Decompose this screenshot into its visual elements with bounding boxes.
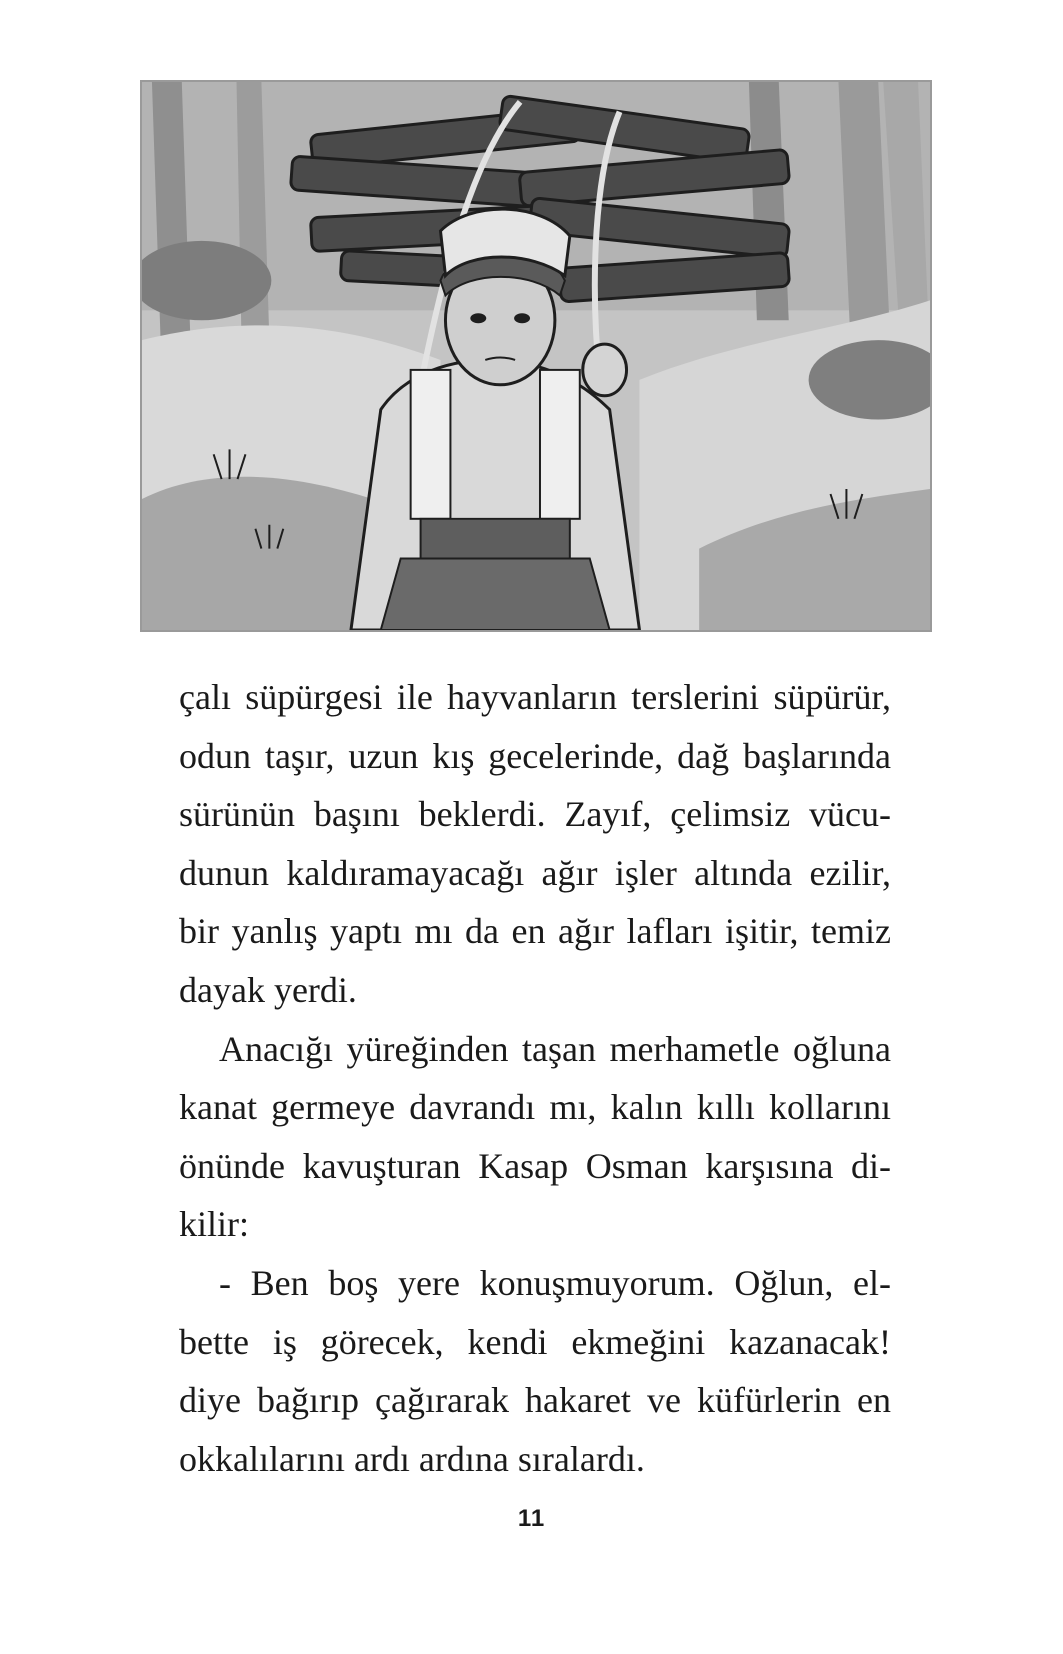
text-line: dunun kaldıramayacağı ağır işler altında ezilir, <box>179 852 891 893</box>
illustration-boy-carrying-firewood <box>140 80 932 632</box>
text-line: diye bağırıp çağırarak hakaret ve küfürlerin en <box>179 1380 891 1421</box>
text-line: kanat germeye davrandı mı, kalın kıllı kollarını <box>179 1087 891 1128</box>
page-number: 11 <box>517 1505 546 1532</box>
text-line: okkalılarını ardı ardına sıralardı. <box>179 1438 645 1479</box>
text-line: kilir: <box>179 1204 249 1245</box>
text-line: bette iş görecek, kendi ekmeğini kazanacak! <box>179 1321 891 1362</box>
text-line: Anacığı yüreğinden taşan merhametle oğluna <box>219 1028 891 1069</box>
text-line: sürünün başını beklerdi. Zayıf, çelimsiz vücu- <box>179 794 891 835</box>
body-text <box>179 668 891 1488</box>
text-line: - Ben boş yere konuşmuyorum. Oğlun, el- <box>219 1262 891 1303</box>
text-line: odun taşır, uzun kış gecelerinde, dağ başlarında <box>179 735 891 776</box>
text-line: çalı süpürgesi ile hayvanların terslerini süpürür, <box>179 677 891 717</box>
text-line: dayak yerdi. <box>179 969 357 1010</box>
forest-illustration <box>142 82 930 630</box>
text-line: önünde kavuşturan Kasap Osman karşısına di- <box>179 1145 891 1186</box>
text-line: bir yanlış yaptı mı da en ağır lafları işitir, temiz <box>179 911 891 952</box>
